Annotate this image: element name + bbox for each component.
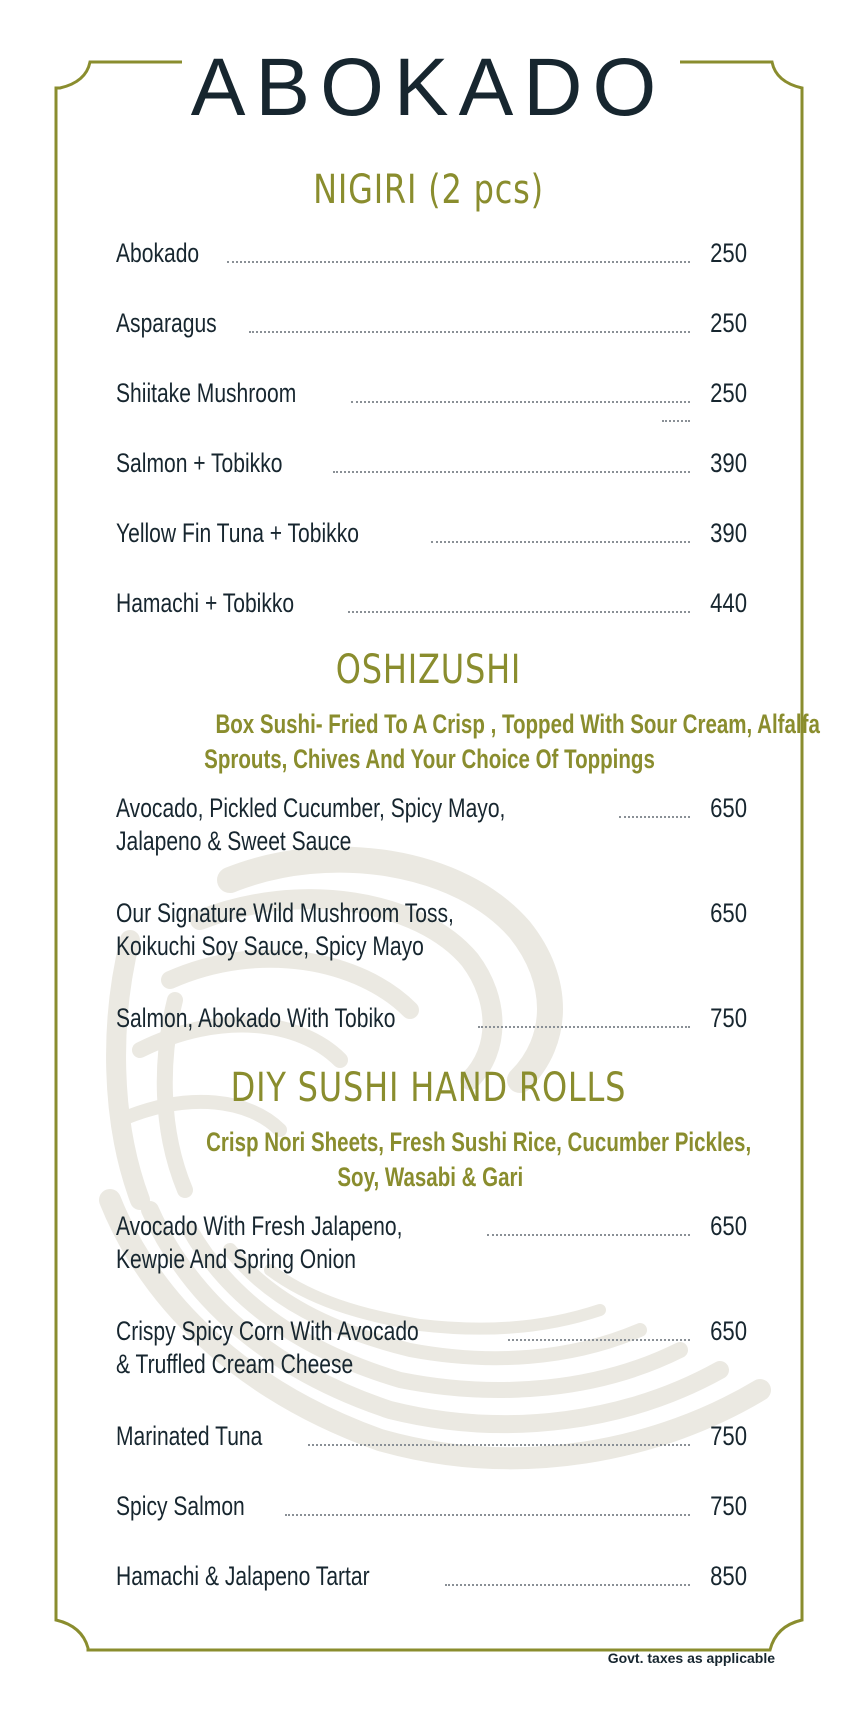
item-price: 440 — [710, 588, 748, 618]
menu-item — [116, 440, 748, 480]
dot-leader — [348, 611, 690, 613]
item-name-continued: Jalapeno & Sweet Sauce — [116, 826, 352, 856]
menu-item — [116, 370, 748, 410]
item-price: 650 — [710, 898, 748, 928]
menu-item — [116, 995, 748, 1035]
dot-leader — [508, 1339, 690, 1341]
item-name-continued: Kewpie And Spring Onion — [116, 1244, 357, 1274]
section-title-handrolls: DIY SUSHI HAND ROLLS — [230, 1065, 627, 1111]
menu-item — [116, 1413, 748, 1453]
item-name: Avocado, Pickled Cucumber, Spicy Mayo, — [116, 793, 506, 823]
dot-leader — [285, 1514, 690, 1516]
description-line: Box Sushi- Fried To A Crisp , Topped With Sour Cream, Alfalfa — [215, 709, 820, 739]
tax-note: Govt. taxes as applicable — [607, 1650, 775, 1666]
menu-item — [116, 785, 748, 825]
description-line: Sprouts, Chives And Your Choice Of Toppings — [204, 744, 656, 774]
item-name: Salmon, Abokado With Tobiko — [116, 1003, 396, 1033]
menu-item — [116, 510, 748, 550]
dot-leader — [445, 1584, 690, 1586]
item-price: 750 — [710, 1491, 748, 1521]
item-price: 650 — [710, 793, 748, 823]
dot-leader — [227, 261, 690, 263]
menu-item — [116, 230, 748, 270]
dot-leader — [333, 471, 690, 473]
menu-item — [116, 1483, 748, 1523]
brand-title: ABOKADO — [190, 42, 667, 133]
item-price: 250 — [710, 238, 748, 268]
item-name: Asparagus — [116, 308, 217, 338]
item-price: 390 — [710, 448, 748, 478]
menu-item — [116, 580, 748, 620]
section-description-oshizushi — [120, 707, 820, 777]
item-name-continued: & Truffled Cream Cheese — [116, 1349, 354, 1379]
menu-item — [116, 890, 748, 930]
dot-leader — [431, 541, 690, 543]
item-name: Salmon + Tobikko — [116, 448, 283, 478]
menu-item — [116, 1553, 748, 1593]
item-name-continued: Koikuchi Soy Sauce, Spicy Mayo — [116, 931, 424, 961]
item-name: Hamachi & Jalapeno Tartar — [116, 1561, 370, 1591]
item-name: Abokado — [116, 238, 200, 268]
item-name: Hamachi + Tobikko — [116, 588, 295, 618]
item-price: 650 — [710, 1316, 748, 1346]
item-price: 750 — [710, 1003, 748, 1033]
item-name: Our Signature Wild Mushroom Toss, — [116, 898, 454, 928]
description-line: Crisp Nori Sheets, Fresh Sushi Rice, Cucumber Pickles, — [206, 1127, 752, 1157]
dot-leader — [619, 816, 690, 818]
item-name: Crispy Spicy Corn With Avocado — [116, 1316, 419, 1346]
item-price: 850 — [710, 1561, 748, 1591]
item-price: 390 — [710, 518, 748, 548]
item-name: Marinated Tuna — [116, 1421, 263, 1451]
item-price: 650 — [710, 1211, 748, 1241]
dot-leader — [487, 1234, 690, 1236]
dot-leader-fragment — [662, 420, 690, 422]
item-name: Yellow Fin Tuna + Tobikko — [116, 518, 359, 548]
dot-leader — [308, 1444, 690, 1446]
dot-leader — [478, 1026, 690, 1028]
dot-leader — [249, 331, 690, 333]
section-title-nigiri: NIGIRI (2 pcs) — [313, 167, 544, 213]
item-price: 250 — [710, 308, 748, 338]
item-price: 750 — [710, 1421, 748, 1451]
item-name: Shiitake Mushroom — [116, 378, 297, 408]
dot-leader — [351, 401, 690, 403]
description-line: Soy, Wasabi & Gari — [337, 1162, 523, 1192]
menu-item — [116, 300, 748, 340]
item-price: 250 — [710, 378, 748, 408]
menu-item — [116, 1308, 748, 1348]
menu-item — [116, 1203, 748, 1243]
item-name: Avocado With Fresh Jalapeno, — [116, 1211, 403, 1241]
section-title-oshizushi: OSHIZUSHI — [335, 647, 522, 693]
section-description-handrolls — [120, 1125, 752, 1195]
item-name: Spicy Salmon — [116, 1491, 245, 1521]
